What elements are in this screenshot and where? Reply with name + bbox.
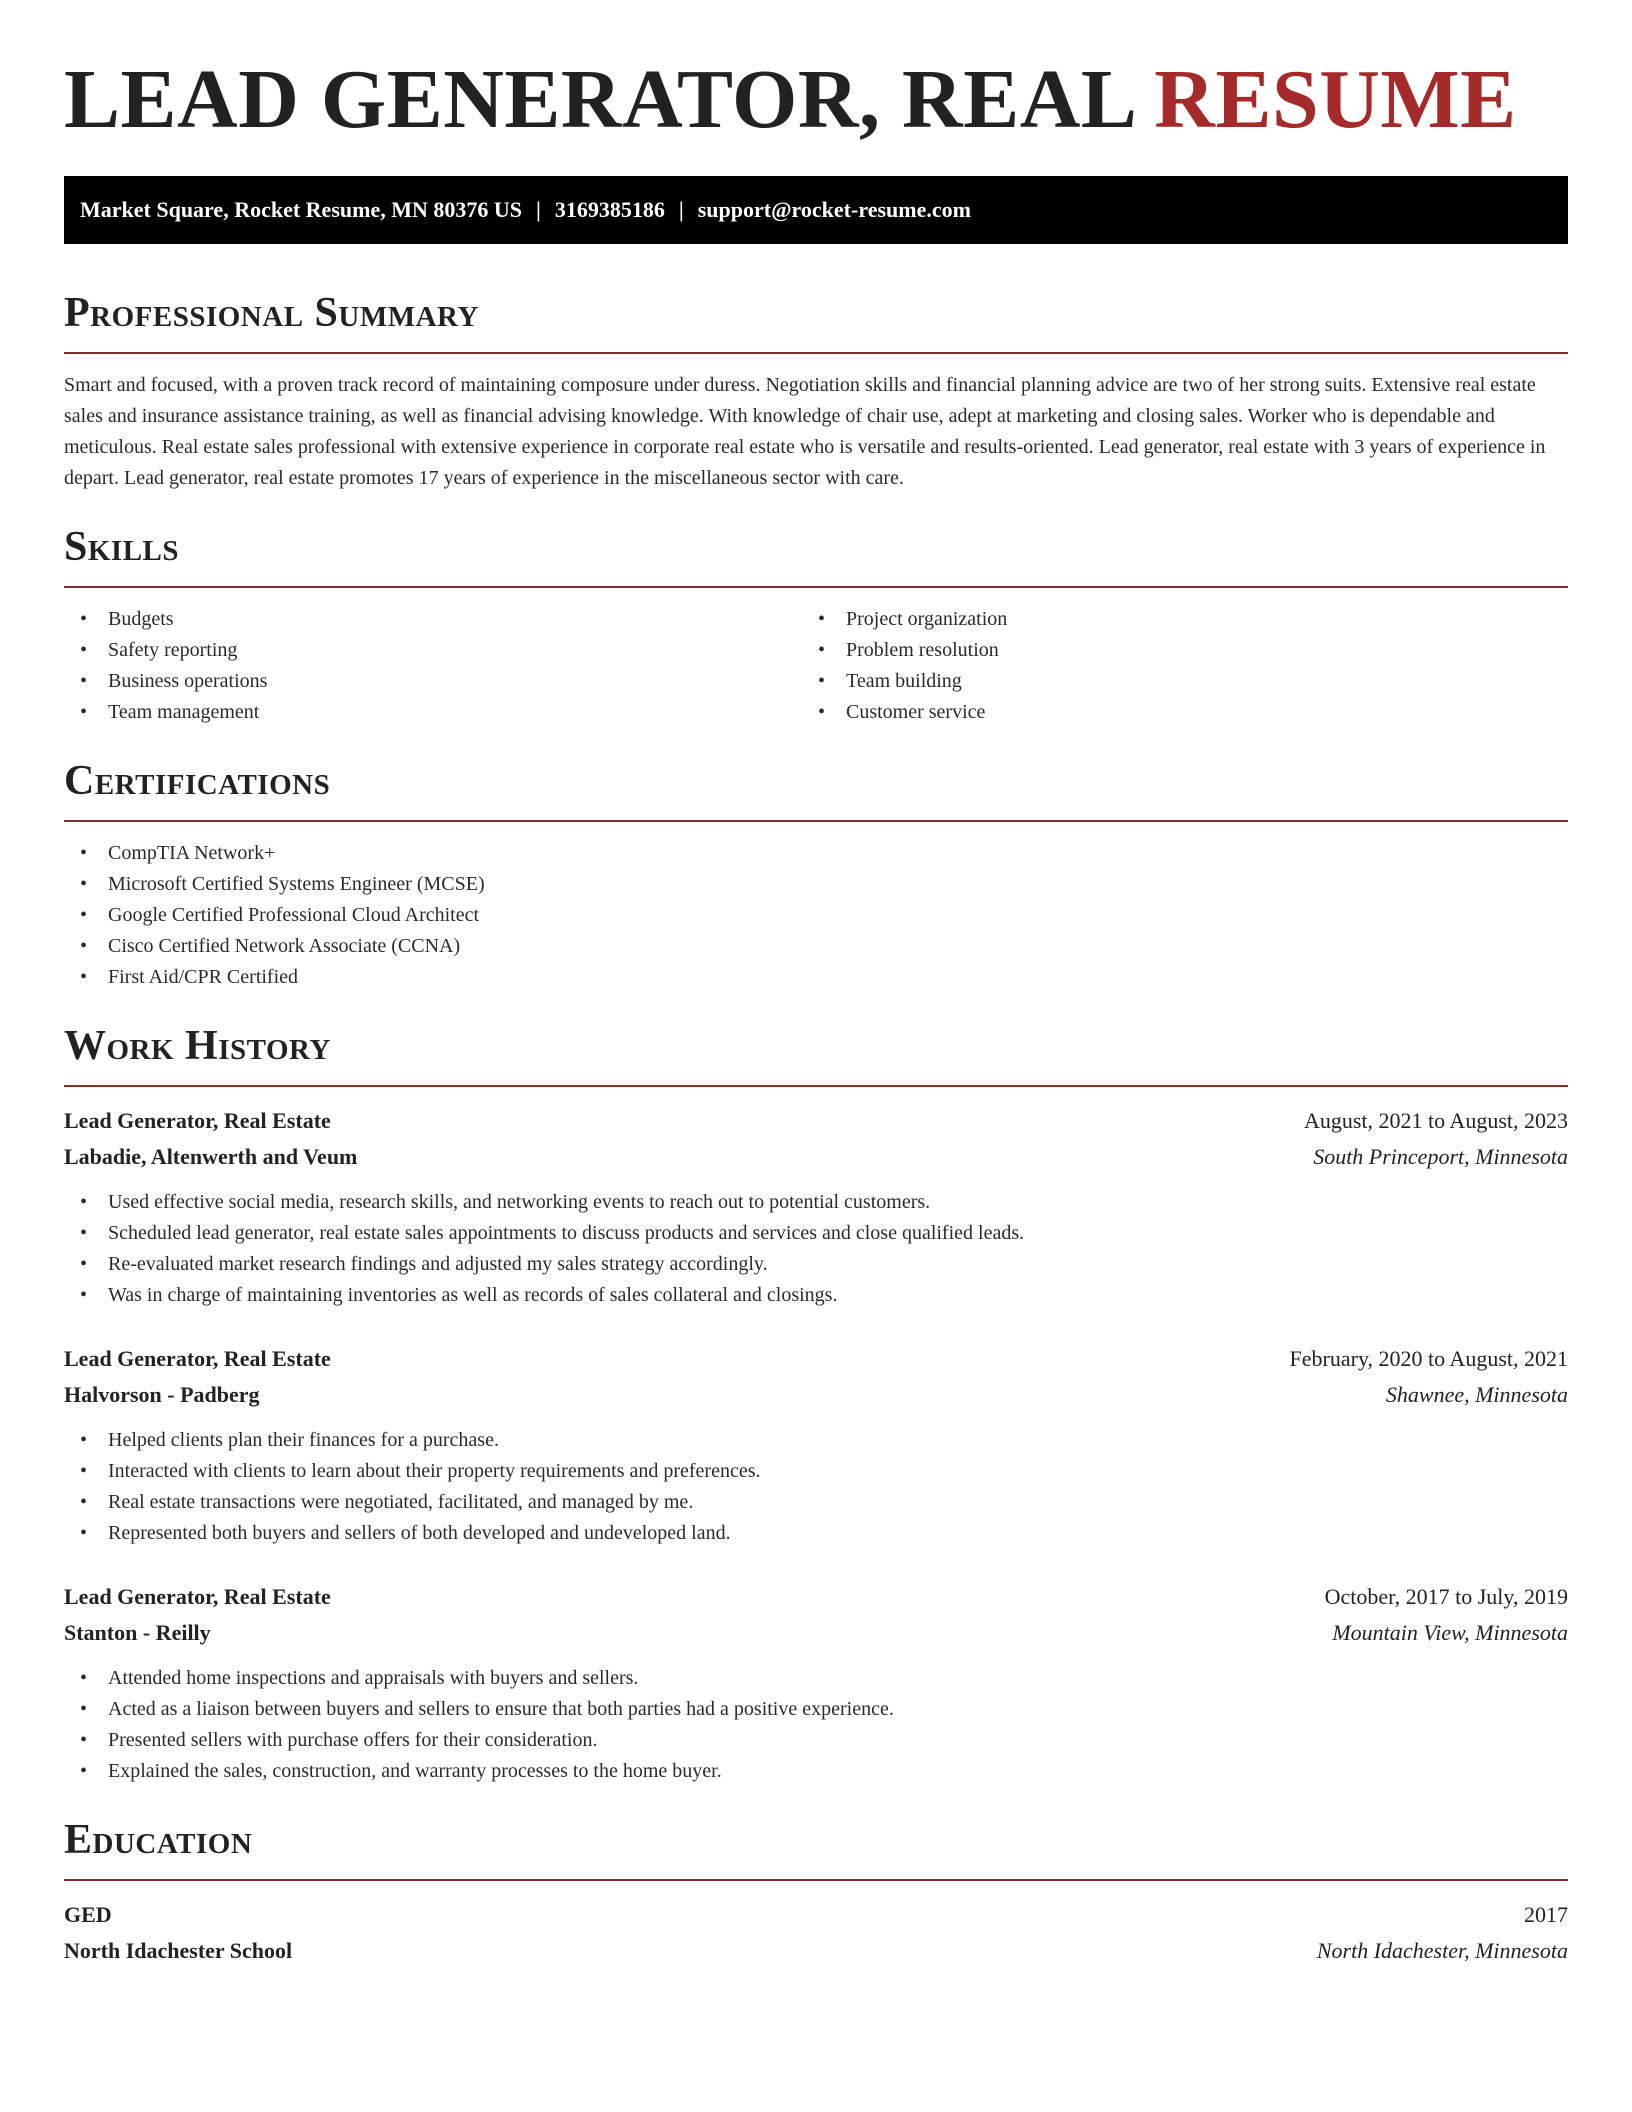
certification-item: • Google Certified Professional Cloud Architect <box>64 900 1568 931</box>
contact-bar <box>64 176 1568 244</box>
job-company: Stanton - Reilly <box>64 1620 211 1645</box>
title-accent: RESUME <box>1154 53 1517 146</box>
job-header-row <box>64 1103 1568 1139</box>
job-company: Halvorson - Padberg <box>64 1382 260 1407</box>
job-title: Lead Generator, Real Estate <box>64 1108 331 1133</box>
job-duty-item: • Re-evaluated market research findings and adjusted my sales strategy accordingly. <box>64 1249 1568 1280</box>
skills-list-left <box>64 604 816 728</box>
job-company-row <box>64 1615 1568 1651</box>
job-title: Lead Generator, Real Estate <box>64 1346 331 1371</box>
job-entry <box>64 1341 1568 1549</box>
job-title: Lead Generator, Real Estate <box>64 1584 331 1609</box>
section-divider <box>64 820 1568 822</box>
job-company: Labadie, Altenwerth and Veum <box>64 1144 358 1169</box>
job-duty-item: • Presented sellers with purchase offers for their consideration. <box>64 1725 1568 1756</box>
section-title-skills: Skills <box>64 524 180 570</box>
job-duty-item: • Real estate transactions were negotiated, facilitated, and managed by me. <box>64 1487 1568 1518</box>
job-duty-item: • Helped clients plan their finances for a purchase. <box>64 1425 1568 1456</box>
summary-section <box>64 288 1568 494</box>
section-title-education: Education <box>64 1817 253 1863</box>
contact-address: Market Square, Rocket Resume, MN 80376 US <box>80 197 522 222</box>
skills-grid <box>64 604 1568 728</box>
skill-item: • Team management <box>64 697 816 728</box>
education-header-row <box>64 1897 1568 1933</box>
skill-item: • Safety reporting <box>64 635 816 666</box>
education-school-row <box>64 1933 1568 1969</box>
job-entry <box>64 1103 1568 1311</box>
education-section <box>64 1815 1568 1969</box>
skill-item: • Budgets <box>64 604 816 635</box>
certifications-section <box>64 756 1568 993</box>
section-title-summary: Professional Summary <box>64 290 479 336</box>
section-title-work-history: Work History <box>64 1023 331 1069</box>
resume-title <box>64 52 1568 148</box>
education-degree: GED <box>64 1902 112 1927</box>
job-location: Shawnee, Minnesota <box>1385 1382 1568 1407</box>
certifications-list <box>64 838 1568 993</box>
certification-item: • Cisco Certified Network Associate (CCNA) <box>64 931 1568 962</box>
job-dates: October, 2017 to July, 2019 <box>1324 1584 1568 1609</box>
skill-item: • Team building <box>816 666 1568 697</box>
job-entry <box>64 1579 1568 1787</box>
job-duty-item: • Acted as a liaison between buyers and sellers to ensure that both parties had a positive experience. <box>64 1694 1568 1725</box>
section-divider <box>64 586 1568 588</box>
job-duty-item: • Attended home inspections and appraisals with buyers and sellers. <box>64 1663 1568 1694</box>
job-duties-list <box>64 1425 1568 1549</box>
certification-item: • CompTIA Network+ <box>64 838 1568 869</box>
skills-list-right <box>816 604 1568 728</box>
skill-item: • Problem resolution <box>816 635 1568 666</box>
skills-section <box>64 522 1568 728</box>
section-divider <box>64 1085 1568 1087</box>
job-company-row <box>64 1139 1568 1175</box>
work-history-section <box>64 1021 1568 1787</box>
title-main: LEAD GENERATOR, REAL <box>64 53 1133 146</box>
job-dates: February, 2020 to August, 2021 <box>1289 1346 1568 1371</box>
contact-separator: | <box>678 197 684 222</box>
job-duty-item: • Explained the sales, construction, and warranty processes to the home buyer. <box>64 1756 1568 1787</box>
education-entry <box>64 1897 1568 1969</box>
education-school: North Idachester School <box>64 1938 293 1963</box>
education-location: North Idachester, Minnesota <box>1316 1938 1568 1963</box>
education-year: 2017 <box>1524 1902 1568 1927</box>
job-duty-item: • Scheduled lead generator, real estate sales appointments to discuss products and services and close qualified leads. <box>64 1218 1568 1249</box>
skill-item: • Customer service <box>816 697 1568 728</box>
contact-phone[interactable]: 3169385186 <box>554 197 665 222</box>
job-location: Mountain View, Minnesota <box>1332 1620 1568 1645</box>
skill-item: • Business operations <box>64 666 816 697</box>
job-duty-item: • Used effective social media, research skills, and networking events to reach out to potential customers. <box>64 1187 1568 1218</box>
job-duty-item: • Was in charge of maintaining inventories as well as records of sales collateral and closings. <box>64 1280 1568 1311</box>
job-duties-list <box>64 1187 1568 1311</box>
job-duties-list <box>64 1663 1568 1787</box>
job-header-row <box>64 1579 1568 1615</box>
summary-text: Smart and focused, with a proven track record of maintaining composure under duress. Negotiation skills and financial planning advice are two of her strong suits. Extensive real estate sales and insurance assistance training, as well as financial advising knowledge. With knowledge of chair use, adept at marketing and closing sales. Worker who is dependable and meticulous. Real estate sales professional with extensive experience in corporate real estate who is versatile and results-oriented. Lead generator, real estate with 3 years of experience in depart. Lead generator, real estate promotes 17 years of experience in the miscellaneous sector with care. <box>64 374 1546 489</box>
contact-email[interactable]: support@rocket-resume.com <box>697 197 971 222</box>
job-dates: August, 2021 to August, 2023 <box>1303 1108 1568 1133</box>
job-company-row <box>64 1377 1568 1413</box>
certification-item: • First Aid/CPR Certified <box>64 962 1568 993</box>
job-header-row <box>64 1341 1568 1377</box>
certification-item: • Microsoft Certified Systems Engineer (MCSE) <box>64 869 1568 900</box>
contact-separator: | <box>536 197 541 222</box>
section-title-certifications: Certifications <box>64 758 331 804</box>
job-location: South Princeport, Minnesota <box>1313 1144 1568 1169</box>
job-duty-item: • Interacted with clients to learn about their property requirements and preferences. <box>64 1456 1568 1487</box>
section-divider <box>64 352 1568 354</box>
job-duty-item: • Represented both buyers and sellers of both developed and undeveloped land. <box>64 1518 1568 1549</box>
section-divider <box>64 1879 1568 1881</box>
skill-item: • Project organization <box>816 604 1568 635</box>
